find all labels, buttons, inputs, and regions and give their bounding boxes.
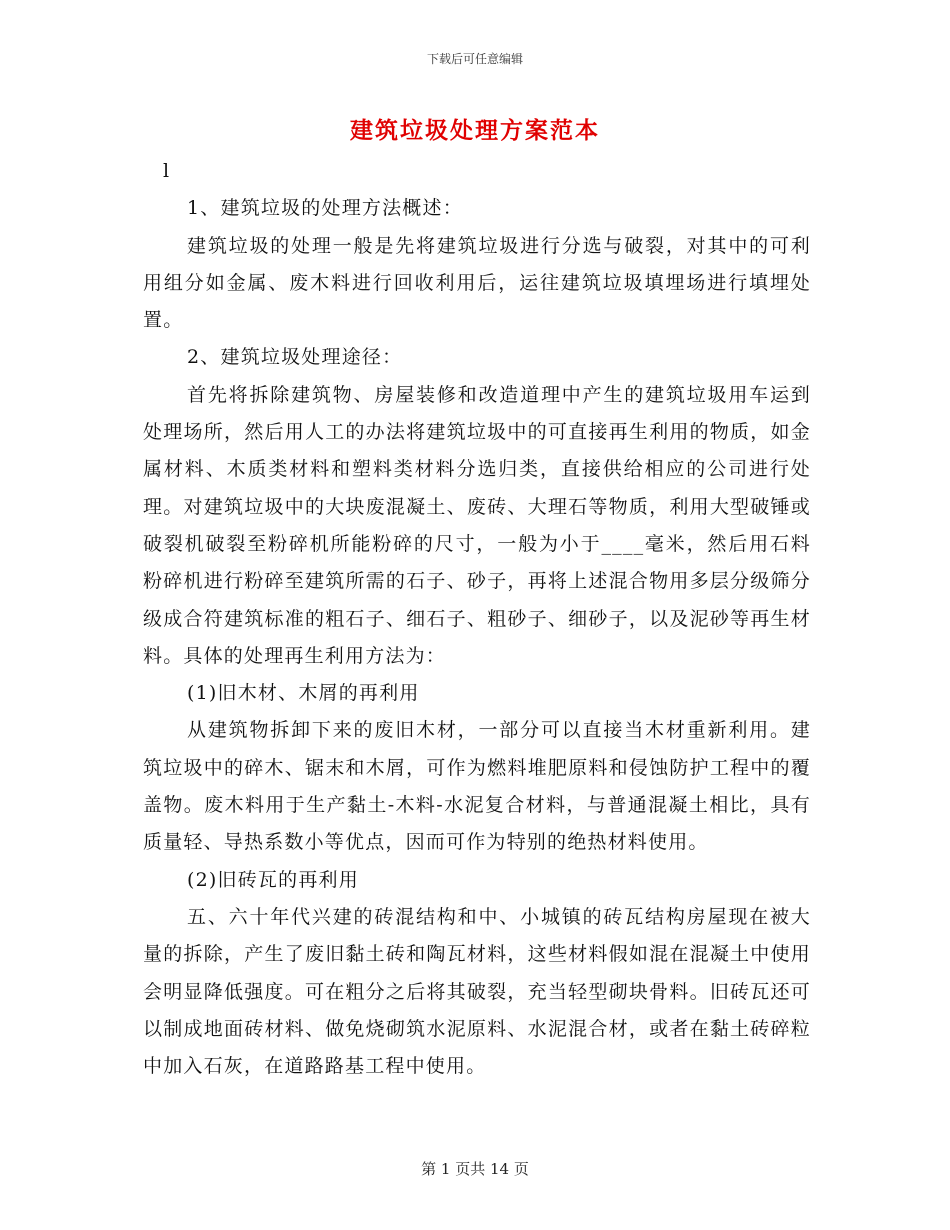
- paragraph-wood: 从建筑物拆卸下来的废旧木材，一部分可以直接当木材重新利用。建筑垃圾中的碎木、锯末和木屑，可作为燃料堆肥原料和侵蚀防护工程中的覆盖物。废木料用于生产黏土-木料-水泥复合材料，与普通混凝土相比，具有质量轻、导热系数小等优点，因而可作为特别的绝热材料使用。: [143, 719, 811, 854]
- paragraph-overview: 建筑垃圾的处理一般是先将建筑垃圾进行分选与破裂，对其中的可利用组分如金属、废木料进行回收利用后，运往建筑垃圾填埋场进行填埋处置。: [143, 234, 811, 332]
- paragraph-brick: 五、六十年代兴建的砖混结构和中、小城镇的砖瓦结构房屋现在被大量的拆除，产生了废旧黏土砖和陶瓦材料，这些材料假如混在混凝土中使用会明显降低强度。可在粗分之后将其破裂，充当轻型砌块骨料。旧砖瓦还可以制成地面砖材料、做免烧砌筑水泥原料、水泥混合材，或者在黏土砖碎粒中加入石灰，在道路路基工程中使用。: [143, 905, 811, 1078]
- document-body: [143, 153, 811, 1085]
- paragraph-route: 首先将拆除建筑物、房屋装修和改造道理中产生的建筑垃圾用车运到处理场所，然后用人工的办法将建筑垃圾中的可直接再生利用的物质，如金属材料、木质类材料和塑料类材料分选归类，直接供给相应的公司进行处理。对建筑垃圾中的大块废混凝土、废砖、大理石等物质，利用大型破锤或破裂机破裂至粉碎机所能粉碎的尺寸，一般为小于____毫米，然后用石料粉碎机进行粉碎至建筑所需的石子、砂子，再将上述混合物用多层分级筛分级成合符建筑标准的粗石子、细石子、粗砂子、细砂子，以及泥砂等再生材料。具体的处理再生利用方法为：: [143, 383, 811, 667]
- header-note: 下载后可任意编辑: [426, 52, 523, 66]
- page-footer: 第 1 页共 14 页: [421, 1160, 529, 1178]
- subheading-brick: (2)旧砖瓦的再利用: [187, 868, 359, 891]
- paragraph-marker: l: [163, 160, 171, 182]
- section-heading-2: 2、建筑垃圾处理途径：: [187, 346, 403, 369]
- subheading-wood: (1)旧木材、木屑的再利用: [187, 682, 420, 705]
- document-title: 建筑垃圾处理方案范本: [350, 117, 600, 144]
- section-heading-1: 1、建筑垃圾的处理方法概述：: [187, 197, 463, 220]
